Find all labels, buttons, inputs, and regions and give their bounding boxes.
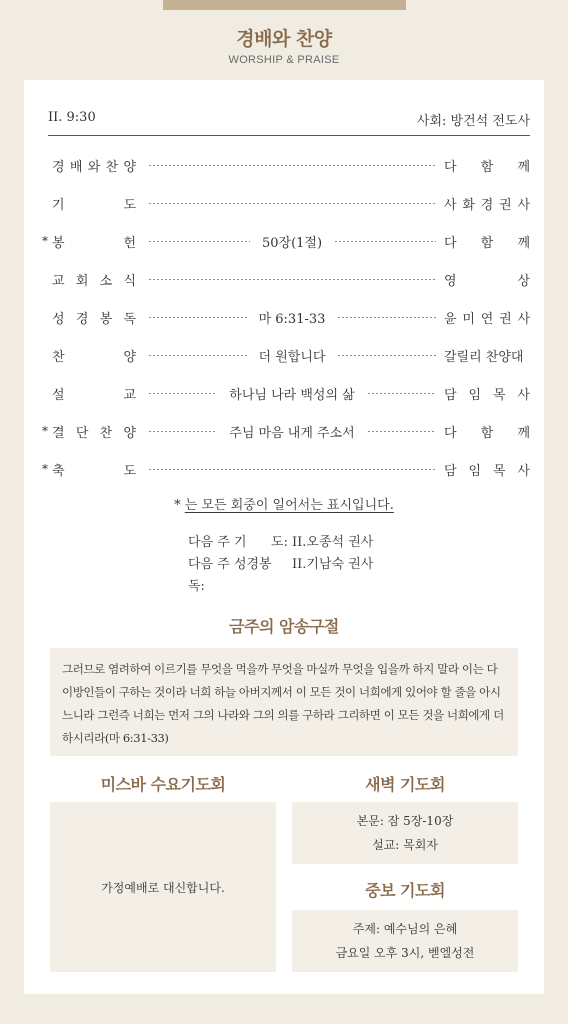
order-item-char: 봉 — [52, 235, 65, 251]
order-item-char: 양 — [123, 425, 136, 441]
order-item-detail: 하나님 나라 백성의 삶 — [229, 387, 355, 403]
order-leader-part: 사 — [517, 387, 530, 403]
next-week-info — [188, 532, 373, 598]
order-leader-part: 사 — [517, 463, 530, 479]
dot-fill — [148, 393, 217, 394]
order-leader-part: 영 — [444, 273, 457, 289]
order-item-char: 와 — [87, 159, 101, 175]
dawn-title: 새벽 기도회 — [365, 775, 445, 794]
dot-leader — [148, 386, 436, 403]
order-item-char: 기 — [52, 197, 65, 213]
order-item-name — [52, 194, 136, 213]
order-leader-part: 다 — [444, 425, 457, 441]
order-item-char: 도 — [123, 463, 136, 479]
order-leader-part: 함 — [480, 425, 494, 441]
order-item-char: 결 — [52, 425, 65, 441]
page-title: 경배와 찬양 — [236, 28, 332, 50]
order-item-leader — [444, 460, 530, 479]
order-leader-part: 께 — [517, 159, 530, 175]
order-item-name — [52, 308, 136, 327]
order-item-char: 경 — [75, 311, 89, 327]
order-item-name — [52, 384, 136, 403]
order-item-name — [52, 156, 136, 175]
dot-fill — [148, 203, 436, 204]
next-week-reading-label: 다음 주 성경봉독: — [188, 557, 272, 594]
dot-fill — [337, 317, 436, 318]
service-time: II. 9:30 — [48, 110, 96, 125]
order-item-detail: 50장(1절) — [261, 235, 323, 251]
order-row — [40, 260, 530, 298]
order-item-name — [52, 270, 136, 289]
dot-leader — [148, 424, 436, 441]
order-item-char: 도 — [123, 197, 136, 213]
order-item-name — [52, 232, 136, 251]
order-leader-part: 갈릴리 찬양대 — [444, 349, 524, 365]
legend-text: 는 모든 회중이 일어서는 표시입니다. — [184, 498, 394, 513]
order-leader-part: 목 — [492, 387, 506, 403]
order-item-char: 찬 — [105, 159, 119, 175]
order-item-char: 성 — [52, 311, 65, 327]
order-item-name — [52, 422, 136, 441]
order-item-char: 교 — [123, 387, 136, 403]
next-week-prayer-label: 다음 주 기 — [188, 535, 247, 550]
order-item-char: 헌 — [123, 235, 136, 251]
order-item-char: 양 — [123, 349, 136, 365]
memory-verse-box: 그러므로 염려하여 이르기를 무엇을 먹을까 무엇을 마실까 무엇을 입을까 하지 말라 이는 다 이방인들이 구하는 것이라 너희 하늘 아버지께서 이 모든 것이 너희에게 있어야 할 줄을 아시느니라 그런즉 너희는 먼저 그의 나라와 그의 의를 구하라 그리하면 이 모든 것을 너희에게 더하시리라(마 6:31-33) — [50, 648, 518, 756]
order-item-char: 식 — [123, 273, 136, 289]
order-row — [40, 298, 530, 336]
next-week-prayer — [188, 532, 373, 554]
wednesday-title: 미스바 수요기도회 — [100, 775, 226, 794]
order-row — [40, 222, 530, 260]
memory-verse-title: 금주의 암송구절 — [229, 617, 339, 636]
order-item-char: 봉 — [99, 311, 113, 327]
order-row — [40, 412, 530, 450]
dot-fill — [148, 317, 247, 318]
order-item-detail: 더 원합니다 — [258, 349, 326, 365]
order-of-worship — [40, 146, 530, 488]
standing-marker: * — [42, 462, 48, 476]
service-header — [48, 110, 530, 136]
order-row — [40, 450, 530, 488]
dawn-text: 본문: 잠 5장-10장 — [356, 814, 454, 828]
wednesday-text: 가정예배로 대신합니다. — [101, 880, 225, 895]
dot-leader — [148, 462, 436, 476]
standing-marker: * — [42, 234, 48, 248]
order-item-char: 축 — [52, 463, 65, 479]
order-leader-part: 미 — [462, 311, 475, 327]
dot-fill — [148, 469, 436, 470]
dot-fill — [148, 241, 250, 242]
order-item-detail: 마 6:31-33 — [258, 311, 326, 327]
order-item-leader — [444, 194, 530, 213]
intercession-box — [292, 910, 518, 972]
dot-leader — [148, 234, 436, 251]
order-leader-part: 께 — [517, 425, 530, 441]
next-week-reading — [188, 554, 373, 598]
standing-legend — [24, 494, 544, 513]
order-item-char: 찬 — [99, 425, 113, 441]
order-leader-part: 사 — [444, 197, 457, 213]
order-leader-part: 임 — [468, 387, 482, 403]
order-item-name — [52, 460, 136, 479]
legend-star: * — [174, 498, 181, 513]
order-item-char: 양 — [123, 159, 136, 175]
next-week-prayer-value: II.오종석 권사 — [292, 535, 374, 550]
dot-leader — [148, 196, 436, 210]
order-leader-part: 연 — [480, 311, 494, 327]
intercession-title: 중보 기도회 — [365, 881, 445, 900]
order-item-leader — [444, 156, 530, 175]
order-item-name — [52, 346, 136, 365]
order-item-leader — [444, 270, 530, 289]
order-leader-part: 다 — [444, 235, 457, 251]
order-leader-part: 윤 — [444, 311, 457, 327]
dawn-preacher: 설교: 목회자 — [372, 838, 438, 852]
order-leader-part: 함 — [480, 159, 494, 175]
service-presider: 사회: 방건석 전도사 — [416, 114, 530, 129]
order-item-char: 설 — [52, 387, 65, 403]
dot-leader — [148, 158, 436, 172]
order-item-char: 찬 — [52, 349, 65, 365]
order-leader-part: 권 — [499, 311, 512, 327]
order-row — [40, 146, 530, 184]
page-subtitle: WORSHIP & PRAISE — [228, 54, 340, 66]
order-item-leader — [444, 232, 530, 251]
dot-fill — [148, 279, 436, 280]
dot-fill — [148, 165, 436, 166]
order-row — [40, 184, 530, 222]
dot-leader — [148, 272, 436, 286]
dot-leader — [148, 310, 436, 327]
dot-fill — [367, 431, 436, 432]
order-row — [40, 336, 530, 374]
dot-leader — [148, 348, 436, 365]
top-accent-bar — [163, 0, 406, 10]
order-item-char: 교 — [52, 273, 65, 289]
intercession-time: 금요일 오후 3시, 벧엘성전 — [335, 946, 475, 960]
worship-card — [24, 80, 544, 994]
order-leader-part: 담 — [444, 463, 457, 479]
dot-fill — [148, 431, 217, 432]
order-leader-part: 목 — [492, 463, 506, 479]
order-row — [40, 374, 530, 412]
order-leader-part: 사 — [517, 197, 530, 213]
next-week-reading-value: II.기남숙 권사 — [292, 557, 374, 572]
order-item-char: 소 — [99, 273, 113, 289]
order-leader-part: 권 — [499, 197, 512, 213]
standing-marker: * — [42, 424, 48, 438]
order-item-char: 독 — [123, 311, 136, 327]
order-item-leader — [444, 346, 530, 365]
order-leader-part: 께 — [517, 235, 530, 251]
order-leader-part: 임 — [468, 463, 482, 479]
order-leader-part: 경 — [480, 197, 494, 213]
order-leader-part: 화 — [462, 197, 475, 213]
next-week-prayer-label-end: 도: — [271, 535, 288, 550]
order-leader-part: 상 — [517, 273, 530, 289]
order-item-leader — [444, 308, 530, 327]
dot-fill — [334, 241, 436, 242]
dot-fill — [337, 355, 436, 356]
order-leader-part: 담 — [444, 387, 457, 403]
order-item-detail: 주님 마음 내게 주소서 — [229, 425, 355, 441]
order-item-char: 단 — [75, 425, 89, 441]
order-leader-part: 다 — [444, 159, 457, 175]
order-leader-part: 함 — [480, 235, 494, 251]
order-item-leader — [444, 384, 530, 403]
order-item-char: 회 — [75, 273, 89, 289]
dot-fill — [148, 355, 247, 356]
dawn-box — [292, 802, 518, 864]
intercession-topic: 주제: 예수님의 은혜 — [352, 922, 458, 936]
dot-fill — [367, 393, 436, 394]
wednesday-box — [50, 802, 276, 972]
order-leader-part: 사 — [517, 311, 530, 327]
order-item-leader — [444, 422, 530, 441]
order-item-char: 경 — [52, 159, 65, 175]
order-item-char: 배 — [69, 159, 83, 175]
